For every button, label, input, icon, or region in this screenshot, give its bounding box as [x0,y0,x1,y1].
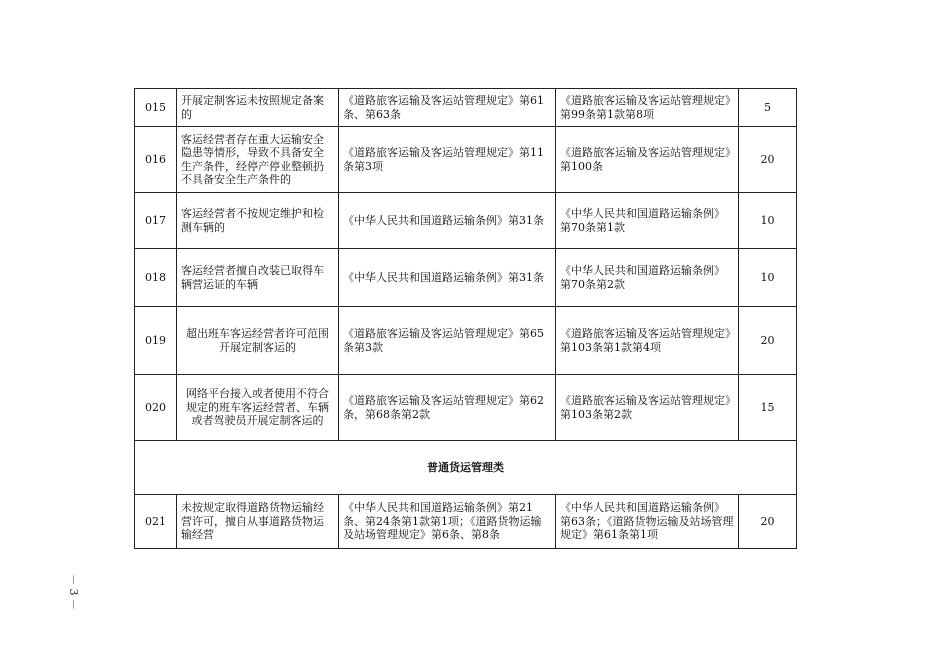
score: 20 [739,495,797,549]
violation-description: 客运经营者存在重大运输安全隐患等情形，导致不具备安全生产条件，经停产停业整顿扔不具备安全生产条件的 [177,127,339,193]
violation-description: 未按规定取得道路货物运输经营许可，擅自从事道路货物运输经营 [177,495,339,549]
page-number: － 3 － [67,574,80,610]
violation-description: 超出班车客运经营者许可范围开展定制客运的 [177,307,339,375]
score: 5 [739,89,797,127]
score: 20 [739,127,797,193]
penalty-basis: 《中华人民共和国道路运输条例》第70条第1款 [556,193,739,249]
category-heading: 普通货运管理类 [135,441,797,495]
row-number: 017 [135,193,177,249]
table-row [135,375,797,441]
legal-basis: 《道路旅客运输及客运站管理规定》第11条第3项 [339,127,556,193]
legal-basis: 《道路旅客运输及客运站管理规定》第65条第3款 [339,307,556,375]
table-row [135,127,797,193]
row-number: 018 [135,249,177,307]
table-row [135,495,797,549]
score: 10 [739,193,797,249]
violation-description: 开展定制客运未按照规定备案的 [177,89,339,127]
score: 20 [739,307,797,375]
row-number: 021 [135,495,177,549]
table-row [135,307,797,375]
penalty-basis: 《中华人民共和国道路运输条例》第70条第2款 [556,249,739,307]
legal-basis: 《道路旅客运输及客运站管理规定》第61条、第63条 [339,89,556,127]
category-row [135,441,797,495]
legal-basis: 《中华人民共和国道路运输条例》第21条、第24条第1款第1项；《道路货物运输及站场管理规定》第6条、第8条 [339,495,556,549]
violation-description: 客运经营者擅自改装已取得车辆营运证的车辆 [177,249,339,307]
row-number: 015 [135,89,177,127]
row-number: 020 [135,375,177,441]
legal-basis: 《中华人民共和国道路运输条例》第31条 [339,193,556,249]
penalty-basis: 《道路旅客运输及客运站管理规定》第99条第1款第8项 [556,89,739,127]
table-row [135,89,797,127]
legal-basis: 《道路旅客运输及客运站管理规定》第62条，第68条第2款 [339,375,556,441]
score: 15 [739,375,797,441]
violation-description: 网络平台接入或者使用不符合规定的班车客运经营者、车辆或者驾驶员开展定制客运的 [177,375,339,441]
violation-description: 客运经营者不按规定维护和检测车辆的 [177,193,339,249]
table-row [135,193,797,249]
table-row [135,249,797,307]
regulation-table [134,88,797,549]
row-number: 019 [135,307,177,375]
row-number: 016 [135,127,177,193]
penalty-basis: 《道路旅客运输及客运站管理规定》第103条第2款 [556,375,739,441]
legal-basis: 《中华人民共和国道路运输条例》第31条 [339,249,556,307]
penalty-basis: 《道路旅客运输及客运站管理规定》第103条第1款第4项 [556,307,739,375]
penalty-basis: 《中华人民共和国道路运输条例》第63条；《道路货物运输及站场管理规定》第61条第1项 [556,495,739,549]
penalty-basis: 《道路旅客运输及客运站管理规定》第100条 [556,127,739,193]
score: 10 [739,249,797,307]
